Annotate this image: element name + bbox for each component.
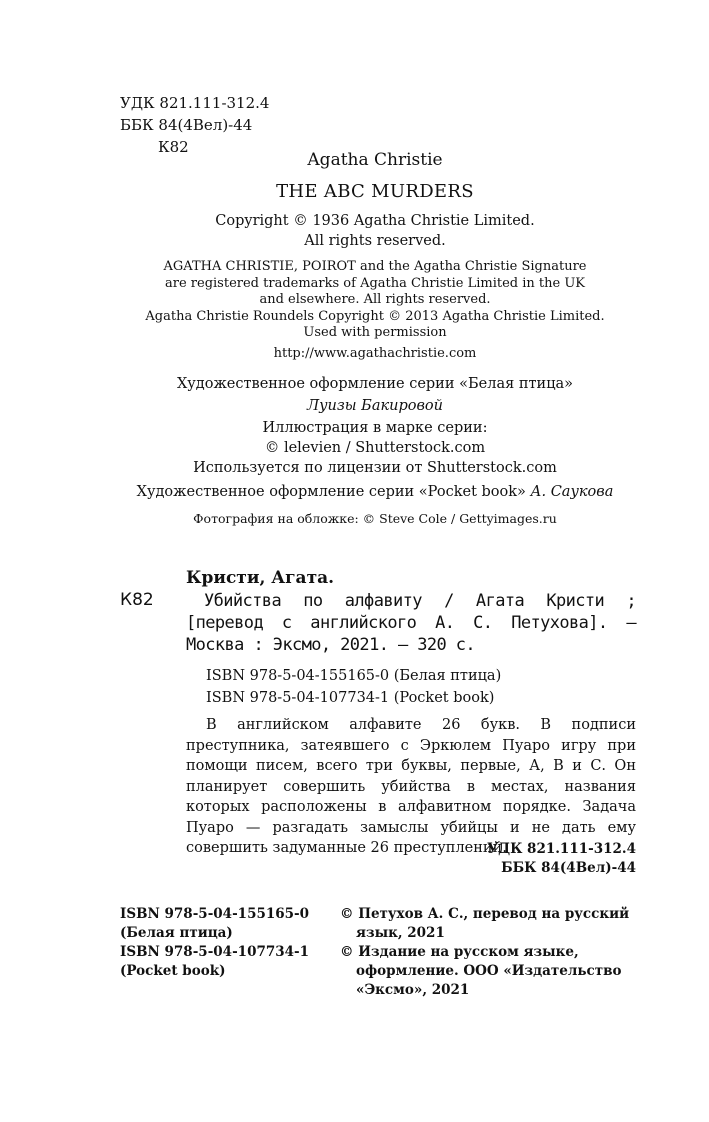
bottom-isbn-line: ISBN 978-5-04-107734-1 [120, 944, 310, 960]
illustration-line: © lelevien / Shutterstock.com [264, 440, 486, 456]
bottom-isbn-line: (Pocket book) [120, 963, 226, 979]
classification-codes [120, 92, 269, 158]
series-design-line: Художественное оформление серии «Белая птица» [176, 376, 574, 392]
pocket-design-credit [120, 484, 630, 500]
trademark-line: are registered trademarks of Agatha Christie Limited in the UK [165, 275, 585, 291]
cover-photo-credit: Фотография на обложке: © Steve Cole / Gettyimages.ru [193, 511, 557, 526]
pocket-design-text: Художественное оформление серии «Pocket book» [136, 484, 531, 500]
website-url: http://www.agathachristie.com [273, 346, 477, 361]
bibliographic-description: Убийства по алфавиту / Агата Кристи ; [перевод с английского А. С. Петухова]. — Москва : Эксмо, 2021. — 320 с. [186, 591, 636, 655]
author-sign: К82 [158, 138, 189, 156]
udk-code: УДК 821.111-312.4 [487, 841, 636, 857]
trademark-line: and elsewhere. All rights reserved. [259, 292, 491, 307]
original-author: Agatha Christie [307, 150, 443, 170]
catalog-code: К82 [120, 590, 154, 610]
bbk-code: ББК 84(4Вел)-44 [501, 860, 636, 876]
bottom-copyright-block [340, 905, 640, 1000]
bbk-code: ББК 84(4Вел)-44 [120, 116, 253, 134]
illustration-credit [120, 418, 630, 478]
isbn-list [206, 665, 501, 709]
series-design-credit [120, 373, 630, 417]
bottom-isbn-block [120, 905, 309, 981]
series-designer-name: Луизы Бакировой [307, 398, 443, 414]
catalog-author: Кристи, Агата. [186, 568, 335, 588]
catalog-entry [186, 568, 636, 656]
translation-copyright: © Петухов А. С., перевод на русский язык, 2021 [340, 906, 630, 941]
pocket-designer-name: А. Саукова [530, 484, 614, 500]
udk-code: УДК 821.111-312.4 [120, 94, 270, 112]
isbn-line: ISBN 978-5-04-107734-1 (Pocket book) [206, 690, 495, 706]
original-title: THE ABC MURDERS [276, 181, 474, 202]
illustration-line: Используется по лицензии от Shutterstock.com [193, 460, 557, 476]
bottom-isbn-line: (Белая птица) [120, 925, 233, 941]
edition-copyright: © Издание на русском языке, оформление. ООО «Издательство «Эксмо», 2021 [340, 944, 622, 998]
trademark-line: AGATHA CHRISTIE, POIROT and the Agatha Christie Signature [163, 259, 587, 274]
isbn-line: ISBN 978-5-04-155165-0 (Белая птица) [206, 668, 502, 684]
copyright-line: All rights reserved. [304, 233, 446, 249]
trademark-line: Agatha Christie Roundels Copyright © 2013 Agatha Christie Limited. [145, 308, 605, 324]
original-copyright [120, 211, 630, 251]
classification-codes-right [480, 840, 636, 878]
annotation: В английском алфавите 26 букв. В подписи преступника, затеявшего с Эркюлем Пуаро игру при помощи писем, всего три буквы, первые, А, В и С. Он планирует совершить убийства в местах, названия которых расположены в алфавитном порядке. Задача Пуаро — разгадать замыслы убийцы и не дать ему совершить задуманные 26 преступлений. [186, 717, 636, 856]
copyright-line: Copyright © 1936 Agatha Christie Limited. [215, 213, 535, 229]
illustration-line: Иллюстрация в марке серии: [262, 420, 488, 436]
bottom-isbn-line: ISBN 978-5-04-155165-0 [120, 906, 310, 922]
trademark-notice [120, 259, 630, 342]
trademark-line: Used with permission [303, 325, 447, 340]
